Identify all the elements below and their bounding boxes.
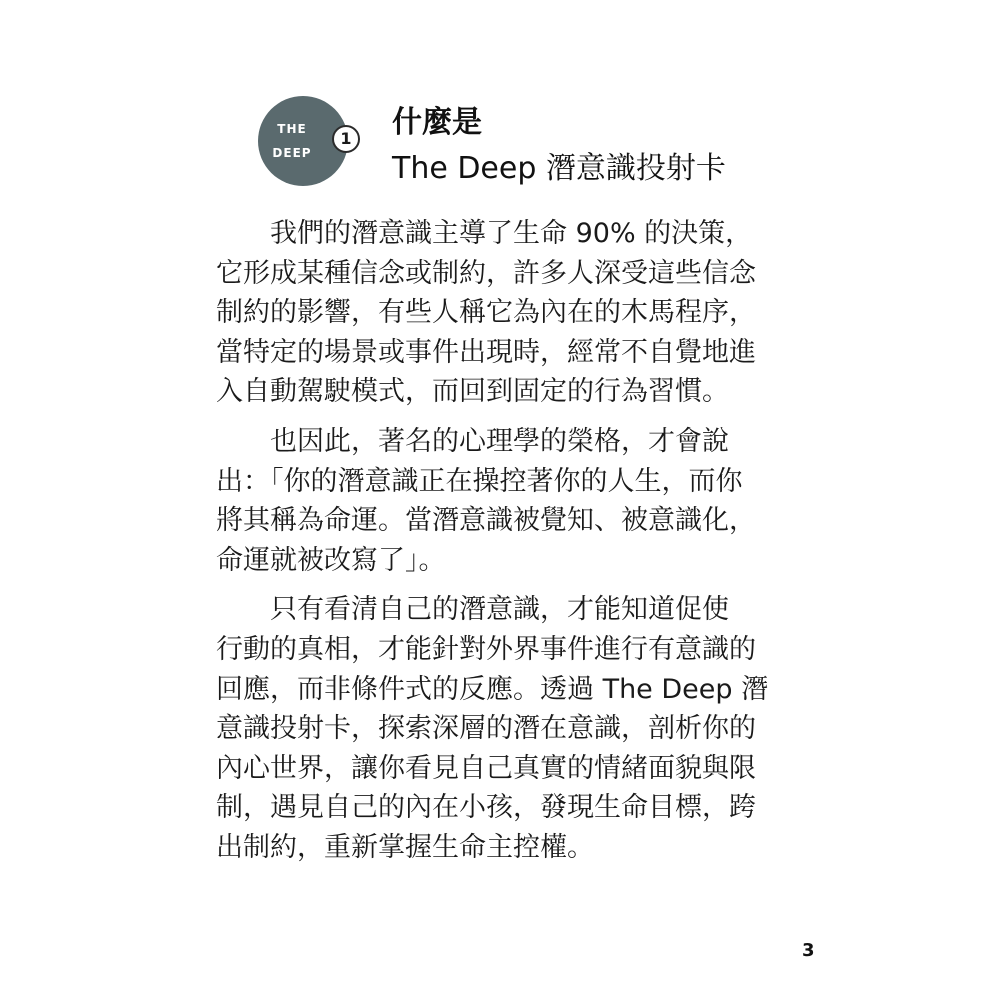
paragraph-1 bbox=[216, 214, 796, 412]
text-line: 制約的影響，有些人稱它為內在的木馬程序， bbox=[216, 297, 756, 329]
text-line: 意識投射卡，探索深層的潛在意識，剖析你的 bbox=[216, 713, 756, 745]
body-text bbox=[216, 214, 796, 878]
badge-word-the: THE bbox=[277, 122, 307, 136]
text-line: 也因此，著名的心理學的榮格，才會說 bbox=[270, 425, 729, 457]
text-line: 行動的真相，才能針對外界事件進行有意識的 bbox=[216, 633, 756, 665]
text-line: 它形成某種信念或制約，許多人深受這些信念 bbox=[216, 257, 756, 289]
paragraph-2 bbox=[216, 422, 796, 580]
chapter-number: 1 bbox=[332, 125, 360, 153]
text-line: 入自動駕駛模式，而回到固定的行為習慣。 bbox=[216, 376, 729, 408]
text-line: 我們的潛意識主導了生命 90% 的決策， bbox=[270, 218, 753, 249]
text-line: 制，遇見自己的內在小孩，發現生命目標，跨 bbox=[216, 792, 756, 824]
paragraph-3 bbox=[216, 590, 796, 867]
badge-word-deep: DEEP bbox=[272, 146, 312, 160]
text-line: 回應，而非條件式的反應。透過 The Deep 潛 bbox=[216, 673, 769, 705]
text-line: 只有看清自己的潛意識，才能知道促使 bbox=[270, 594, 729, 626]
chapter-badge bbox=[258, 96, 352, 186]
text-line: 當特定的場景或事件出現時，經常不自覺地進 bbox=[216, 336, 756, 368]
text-line: 內心世界，讓你看見自己真實的情緒面貌與限 bbox=[216, 752, 756, 784]
chapter-title-line-1: 什麼是 bbox=[392, 105, 482, 140]
text-line: 將其稱為命運。當潛意識被覺知、被意識化， bbox=[216, 505, 756, 537]
chapter-title-line-2: The Deep 潛意識投射卡 bbox=[392, 151, 726, 186]
text-line: 出制約，重新掌握生命主控權。 bbox=[216, 831, 594, 863]
page-number: 3 bbox=[802, 940, 815, 961]
chapter-title bbox=[392, 100, 832, 192]
text-line: 出：「你的潛意識正在操控著你的人生，而你 bbox=[216, 465, 743, 497]
text-line: 命運就被改寫了」。 bbox=[216, 544, 446, 576]
